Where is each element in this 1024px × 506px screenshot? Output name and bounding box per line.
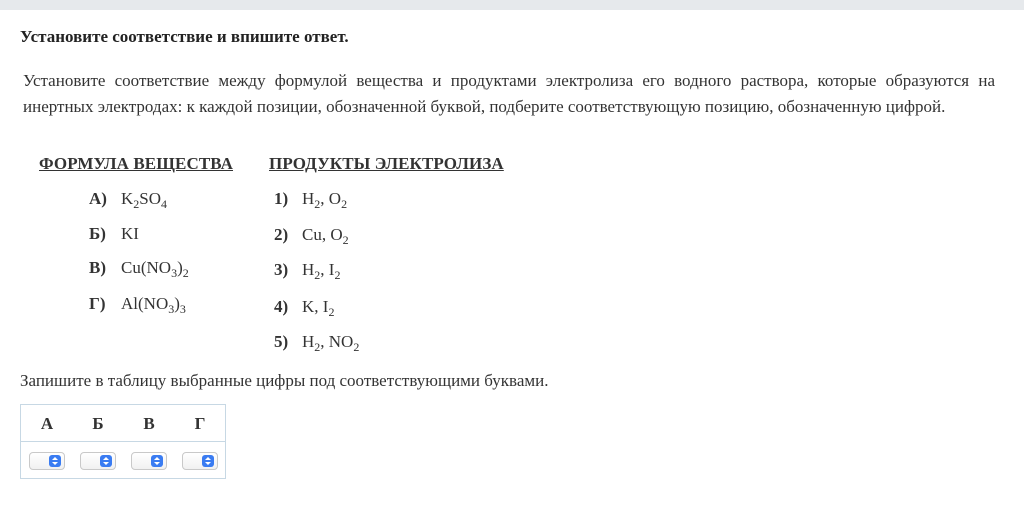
answer-table-divider bbox=[21, 441, 225, 442]
product-key: 1) bbox=[274, 189, 289, 208]
formula-subscript: 2 bbox=[314, 268, 321, 282]
formula-key: А) bbox=[89, 189, 107, 208]
formula-subscript: 4 bbox=[161, 197, 168, 211]
formula-subscript: 2 bbox=[133, 197, 140, 211]
product-key: 2) bbox=[274, 225, 289, 244]
product-key: 3) bbox=[274, 260, 289, 279]
formula-value: KI bbox=[121, 224, 139, 243]
top-bar bbox=[0, 0, 1024, 10]
formula-row bbox=[89, 189, 167, 209]
formula-key: Г) bbox=[89, 294, 106, 313]
formula-subscript: 3 bbox=[171, 266, 178, 280]
product-row bbox=[274, 297, 334, 317]
answer-select-v[interactable] bbox=[131, 452, 167, 470]
product-row bbox=[274, 225, 349, 245]
formula-subscript: 2 bbox=[182, 266, 189, 280]
product-value: Cu, $O_2$ bbox=[302, 225, 349, 247]
formula-key: В) bbox=[89, 258, 106, 277]
formula-subscript: 3 bbox=[179, 302, 186, 316]
select-arrows-icon bbox=[202, 455, 214, 467]
formula-row bbox=[89, 224, 139, 244]
formula-subscript: 2 bbox=[353, 340, 360, 354]
products-column-header: ПРОДУКТЫ ЭЛЕКТРОЛИЗА bbox=[269, 154, 504, 173]
product-value: $H_2$, $O_2$ bbox=[302, 189, 348, 211]
formula-subscript: 2 bbox=[341, 197, 348, 211]
product-row bbox=[274, 260, 340, 280]
formula-subscript: 2 bbox=[328, 305, 335, 319]
formula-subscript: 3 bbox=[168, 302, 175, 316]
formula-key: Б) bbox=[89, 224, 106, 243]
select-arrows-icon bbox=[151, 455, 163, 467]
formula-value: $Al(NO_3)_3$ bbox=[121, 294, 186, 316]
product-value: K, $I_2$ bbox=[302, 297, 335, 319]
product-value: $H_2$, $NO_2$ bbox=[302, 332, 360, 354]
answer-select-b[interactable] bbox=[80, 452, 116, 470]
select-arrows-icon bbox=[100, 455, 112, 467]
answer-header-a: А bbox=[40, 414, 54, 433]
select-arrows-icon bbox=[49, 455, 61, 467]
answer-header-b: Б bbox=[92, 414, 104, 433]
product-row bbox=[274, 332, 359, 352]
formula-value: $Cu(NO_3)_2$ bbox=[121, 258, 189, 280]
product-key: 5) bbox=[274, 332, 289, 351]
product-value: $H_2$, $I_2$ bbox=[302, 260, 341, 282]
formula-subscript: 2 bbox=[314, 340, 321, 354]
task-heading: Установите соответствие и впишите ответ. bbox=[20, 27, 349, 46]
formula-value: $K_2SO_4$ bbox=[121, 189, 168, 211]
answer-header-g: Г bbox=[194, 414, 206, 433]
formula-column-header: ФОРМУЛА ВЕЩЕСТВА bbox=[39, 154, 234, 173]
formula-subscript: 2 bbox=[342, 233, 349, 247]
answer-select-g[interactable] bbox=[182, 452, 218, 470]
formula-subscript: 2 bbox=[334, 268, 341, 282]
answer-instruction: Запишите в таблицу выбранные цифры под соответствующими буквами. bbox=[20, 371, 549, 390]
product-key: 4) bbox=[274, 297, 289, 316]
answer-select-a[interactable] bbox=[29, 452, 65, 470]
task-text: Установите соответствие между формулой вещества и продуктами электролиза его водного раствора, которые образуются на инертных электродах: к каждой позиции, обозначенной буквой, подберите соответствующую позицию, обозначенную цифрой. bbox=[23, 71, 995, 116]
formula-subscript: 2 bbox=[314, 197, 321, 211]
product-row bbox=[274, 189, 347, 209]
answer-table bbox=[20, 404, 226, 479]
formula-row bbox=[89, 258, 189, 278]
formula-row bbox=[89, 294, 186, 314]
answer-header-v: В bbox=[143, 414, 155, 433]
